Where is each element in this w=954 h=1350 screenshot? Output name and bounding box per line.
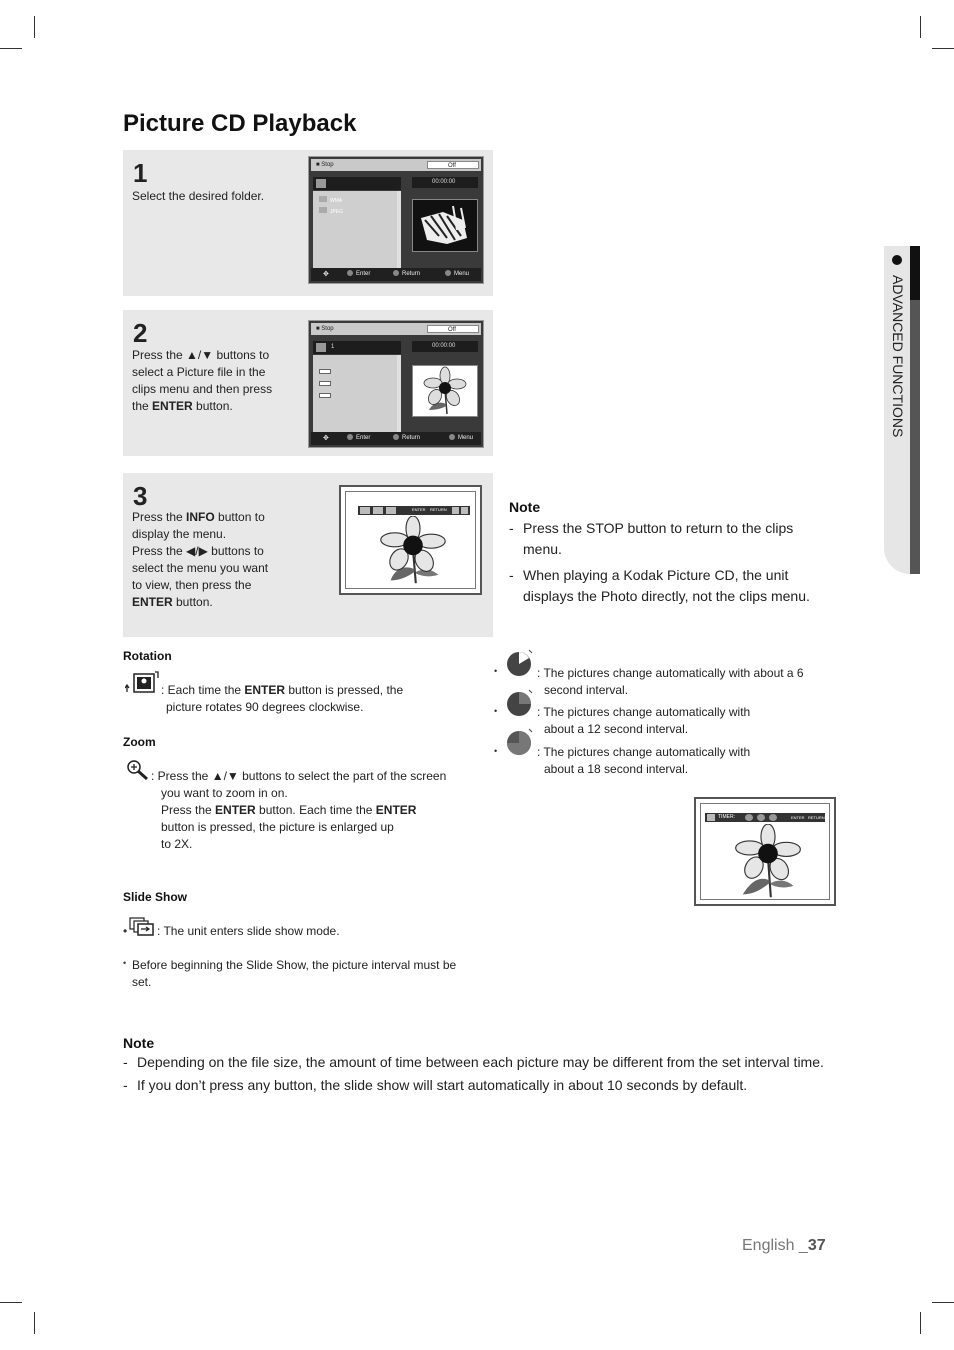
crop-mark — [920, 16, 921, 38]
interval-6-text: : The pictures change automatically with about a 6 second interval. — [537, 666, 804, 697]
zoom-icon — [126, 759, 150, 781]
return-key[interactable]: Return — [393, 268, 420, 281]
osd-scrollbar[interactable] — [397, 355, 401, 433]
step-3-panel — [123, 473, 493, 637]
crop-mark — [932, 1302, 954, 1303]
osd-bottom-bar — [311, 432, 481, 445]
note-heading: Note — [123, 1035, 155, 1051]
footer-language: English _ — [742, 1237, 808, 1254]
osd-status: Stop — [321, 326, 334, 332]
zoom-heading: Zoom — [123, 735, 156, 749]
piano-image-icon — [413, 200, 477, 251]
slideshow-icon[interactable] — [386, 507, 396, 514]
crop-mark — [34, 16, 35, 38]
file-item[interactable] — [319, 393, 331, 398]
folder-icon — [316, 179, 326, 188]
osd-status-bar: ■ Stop — [311, 323, 481, 335]
file-item[interactable] — [319, 369, 331, 374]
step-2-panel — [123, 310, 493, 456]
slideshow-text: : The unit enters slide show mode. — [157, 924, 340, 938]
nav-arrows-icon: ✥ — [323, 271, 329, 278]
file-item[interactable] — [319, 381, 331, 386]
bullet: • — [123, 958, 127, 968]
page-title: Picture CD Playback — [123, 110, 357, 137]
side-tab-label: ADVANCED FUNCTIONS — [890, 275, 906, 438]
folder-icon — [319, 207, 327, 213]
flower-image-icon — [723, 824, 813, 900]
page-number: 37 — [807, 1237, 826, 1254]
timer-label: TIMER: — [718, 814, 735, 820]
enter-key[interactable]: Enter — [347, 432, 370, 445]
enter-icon — [347, 270, 353, 276]
folder-wma[interactable]: WMA — [319, 196, 342, 204]
menu-key[interactable]: Menu — [445, 268, 469, 281]
osd-bottom-bar — [311, 268, 481, 281]
bullet: • — [494, 666, 498, 676]
osd-file-list — [313, 355, 397, 433]
folder-icon — [316, 343, 326, 352]
folder-icon — [319, 196, 327, 202]
nav-arrows-icon: ✥ — [323, 435, 329, 442]
interval-12-text: : The pictures change automatically with about a 12 second interval. — [537, 705, 751, 736]
return-key[interactable]: RETURN — [430, 507, 447, 512]
side-tab-bullet — [892, 255, 902, 265]
page-footer — [742, 1237, 826, 1255]
skip-icon[interactable] — [461, 507, 468, 514]
osd-picture-preview — [412, 365, 478, 417]
note-item: - Press the STOP button to return to the clips menu. — [509, 520, 794, 557]
note-item: - If you don’t press any button, the slide show will start automatically in about 10 seconds by default. — [123, 1077, 748, 1093]
zoom-icon[interactable] — [373, 507, 383, 514]
return-key[interactable]: RETURN — [808, 815, 825, 820]
tv-screen-timer — [694, 797, 836, 906]
osd-picture-preview — [412, 199, 478, 252]
return-icon — [393, 434, 399, 440]
step-number: 3 — [133, 481, 148, 511]
osd-screen-folders — [308, 156, 484, 284]
timer-12s-icon — [505, 688, 535, 718]
slideshow-icon — [129, 917, 155, 937]
menu-icon — [449, 434, 455, 440]
timer-6s-icon — [505, 648, 535, 678]
osd-repeat: Off — [427, 161, 479, 169]
info-menu-bar — [358, 506, 470, 515]
note-heading: Note — [509, 499, 541, 515]
osd-list-header — [313, 177, 401, 190]
crop-mark — [920, 1312, 921, 1334]
folder-jpeg[interactable]: JPEG — [319, 207, 343, 215]
enter-key[interactable]: Enter — [347, 268, 370, 281]
rotate-icon[interactable] — [360, 507, 370, 514]
skip-icon[interactable] — [452, 507, 459, 514]
crop-mark — [0, 48, 22, 49]
return-key[interactable]: Return — [393, 432, 420, 445]
menu-icon — [445, 270, 451, 276]
rotation-heading: Rotation — [123, 649, 172, 663]
note-item: - When playing a Kodak Picture CD, the unit displays the Photo directly, not the clips menu. — [509, 567, 810, 604]
crop-mark — [0, 1302, 22, 1303]
crop-mark — [34, 1312, 35, 1334]
timer-menu-bar — [705, 813, 825, 822]
return-icon — [393, 270, 399, 276]
timer-6s-icon[interactable] — [745, 814, 753, 821]
tv-screen-inner — [345, 491, 476, 589]
slideshow-note: Before beginning the Slide Show, the picture interval must be set. — [132, 958, 457, 989]
osd-time: 00:00:00 — [412, 341, 478, 352]
enter-key[interactable]: ENTER — [412, 507, 426, 512]
step-text: Press the ▲/▼ buttons to select a Picture file in the clips menu and then press the ENTER button. — [132, 348, 273, 413]
note-item: - Depending on the file size, the amount of time between each picture may be different from the set interval time. — [123, 1054, 824, 1070]
bullet: • — [123, 924, 128, 938]
osd-status-bar: ■ Stop — [311, 159, 481, 171]
step-number: 1 — [133, 158, 148, 188]
osd-screen-files — [308, 320, 484, 448]
flower-image-icon — [368, 516, 458, 586]
enter-icon — [347, 434, 353, 440]
step-text: Select the desired folder. — [132, 189, 265, 203]
flower-image-icon — [413, 366, 477, 416]
osd-file-list — [313, 191, 397, 269]
side-tab-bar-top — [910, 246, 920, 300]
osd-list-header: 1 — [313, 341, 401, 354]
timer-18s-icon[interactable] — [769, 814, 777, 821]
enter-key[interactable]: ENTER — [791, 815, 805, 820]
rotation-text: : Each time the ENTER button is pressed, the picture rotates 90 degrees clockwise. — [161, 683, 404, 714]
step-1-panel — [123, 150, 493, 296]
osd-status: Stop — [321, 162, 334, 168]
tv-screen-info — [339, 485, 482, 595]
tv-screen-inner — [700, 803, 830, 900]
bullet: • — [494, 746, 498, 756]
bullet: • — [494, 706, 498, 716]
osd-scrollbar[interactable] — [397, 191, 401, 269]
menu-icon — [707, 814, 715, 821]
step-number: 2 — [133, 318, 148, 348]
interval-18-text: : The pictures change automatically with about a 18 second interval. — [537, 745, 751, 776]
osd-time: 00:00:00 — [412, 177, 478, 188]
timer-18s-icon — [505, 727, 535, 757]
rotate-icon — [125, 670, 159, 696]
step-text: Press the INFO button to display the menu. Press the ◀/▶ buttons to select the menu you want to view, then press the ENTER button. — [132, 510, 269, 609]
timer-12s-icon[interactable] — [757, 814, 765, 821]
slideshow-heading: Slide Show — [123, 890, 188, 904]
menu-key[interactable]: Menu — [449, 432, 473, 445]
crop-mark — [932, 48, 954, 49]
osd-repeat: Off — [427, 325, 479, 333]
zoom-text: : Press the ▲/▼ buttons to select the part of the screen you want to zoom in on. Press the ENTER button. Each time the ENTER button is pressed, the picture is enlarged up to 2X. — [151, 769, 447, 851]
